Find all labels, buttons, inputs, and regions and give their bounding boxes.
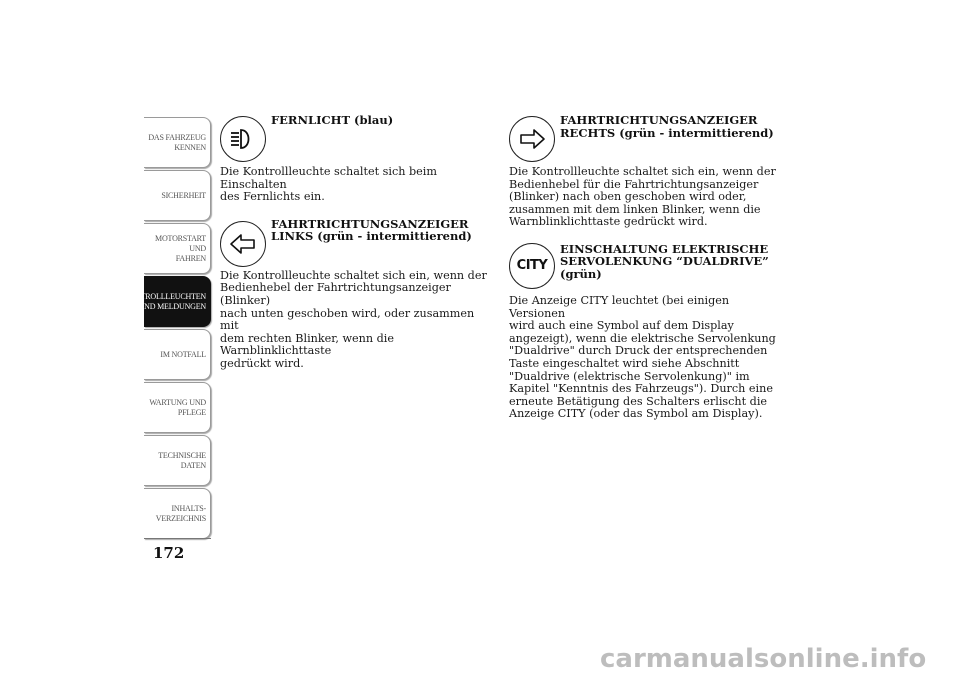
- section-dualdrive: [509, 243, 784, 295]
- tab-im-notfall[interactable]: [144, 329, 211, 380]
- tab-kontrollleuchten-und-meldungen[interactable]: [123, 276, 211, 327]
- city-icon: [509, 243, 555, 289]
- section-blinker-rechts: [509, 114, 784, 166]
- tab-technische-daten[interactable]: [144, 435, 211, 486]
- tab-label: INHALTS- VERZEICHNIS: [155, 503, 206, 523]
- section-body: Die Kontrollleuchte schaltet sich ein, wenn der Bedienhebel für die Fahrtrichtungsanzeiger (Blinker) nach oben geschoben wird oder, zusammen mit dem linken Blinker, wenn die Warnblinklichttaste gedrückt wird.: [509, 165, 776, 229]
- section-body: Die Anzeige CITY leuchtet (bei einigen Versionen wird auch eine Symbol auf dem Display angezeigt), wenn die elektrische Servolenkung "Dualdrive" durch Druck der entsprechenden Taste eingeschaltet wird siehe Abschnitt "Dualdrive (elektrische Servolenkung)" im Kapitel "Kenntnis des Fahrzeugs"). Durch eine erneute Betätigung des Schalters erlischt die Anzeige CITY (oder das Symbol am Display).: [509, 293, 776, 421]
- high-beam-icon: [220, 116, 266, 162]
- tab-inhaltsverzeichnis[interactable]: [144, 488, 211, 539]
- section-body: Die Kontrollleuchte schaltet sich beim Einschalten des Fernlichts ein.: [220, 165, 437, 204]
- tab-label: SICHERHEIT: [161, 190, 206, 200]
- watermark: carmanualsonline.info: [600, 644, 927, 674]
- turn-left-arrow-icon: [220, 221, 266, 267]
- turn-right-arrow-icon: [509, 116, 555, 162]
- tab-sicherheit[interactable]: [144, 170, 211, 221]
- page-number: 172: [153, 544, 185, 562]
- section-heading: FAHRTRICHTUNGSANZEIGER RECHTS (grün - intermittierend): [560, 113, 774, 140]
- page-number-divider: [144, 538, 211, 539]
- section-heading: EINSCHALTUNG ELEKTRISCHE SERVOLENKUNG “DUALDRIVE” (grün): [560, 241, 769, 281]
- section-blinker-links: [220, 218, 495, 270]
- section-body: Die Kontrollleuchte schaltet sich ein, wenn der Bedienhebel der Fahrtrichtungsanzeiger (Blinker) nach unten geschoben wird, oder zusammen mit dem rechten Blinker, wenn die Warnblinklichttaste gedrückt wird.: [220, 268, 487, 370]
- tab-label: DAS FAHRZEUG KENNEN: [148, 132, 206, 152]
- tab-label: TECHNISCHE DATEN: [158, 450, 206, 470]
- city-icon-text: CITY: [516, 258, 548, 274]
- tab-label: IM NOTFALL: [160, 349, 206, 359]
- chapter-tabs: [123, 117, 211, 541]
- section-heading: FERNLICHT (blau): [271, 113, 394, 127]
- tab-motorstart-und-fahren[interactable]: [144, 223, 211, 274]
- tab-das-fahrzeug-kennen[interactable]: [144, 117, 211, 168]
- right-column: [509, 114, 784, 421]
- tab-label: WARTUNG UND PFLEGE: [149, 397, 206, 417]
- tab-wartung-und-pflege[interactable]: [144, 382, 211, 433]
- section-heading: FAHRTRICHTUNGSANZEIGER LINKS (grün - intermittierend): [271, 216, 472, 244]
- left-column: [220, 114, 495, 371]
- tab-label: KONTROLLLEUCHTEN UND MELDUNGEN: [123, 291, 206, 311]
- section-fernlicht: [220, 114, 495, 166]
- tab-label: MOTORSTART UND FAHREN: [155, 233, 206, 263]
